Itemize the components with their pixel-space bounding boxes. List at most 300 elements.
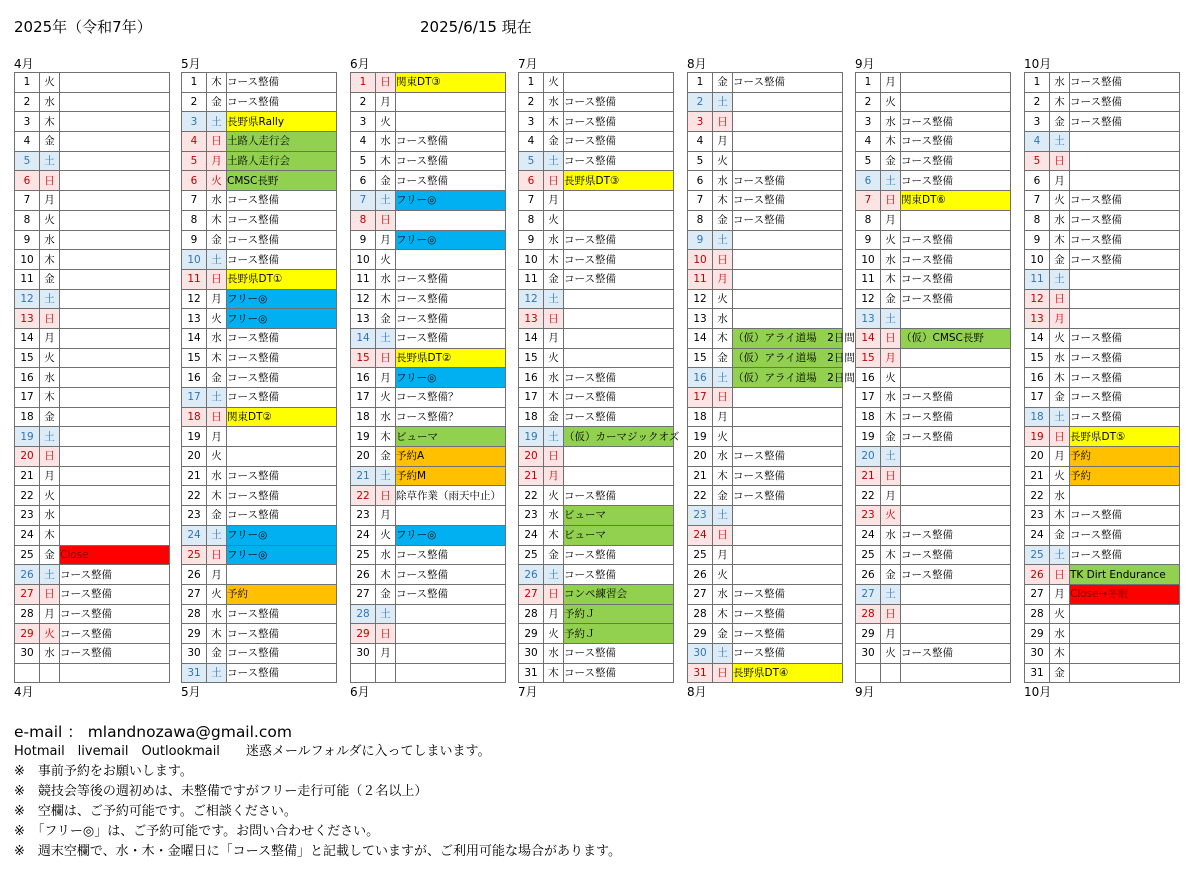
- weekday: 日: [881, 604, 901, 624]
- event-cell[interactable]: 予約: [227, 584, 337, 604]
- day-row: [519, 171, 674, 191]
- event-cell[interactable]: コース整備: [227, 643, 337, 663]
- event-cell[interactable]: [901, 604, 1011, 624]
- event-cell[interactable]: [60, 73, 170, 93]
- event-cell[interactable]: [60, 191, 170, 211]
- event-cell[interactable]: 土路人走行会: [227, 132, 337, 152]
- day-row: [1025, 427, 1180, 447]
- event-cell[interactable]: CMSC長野: [227, 171, 337, 191]
- month-table: [350, 72, 506, 683]
- event-cell[interactable]: [733, 151, 843, 171]
- month-footer-label: 10月: [1024, 685, 1052, 700]
- day-row: [182, 210, 337, 230]
- event-cell[interactable]: [60, 151, 170, 171]
- event-cell[interactable]: [564, 309, 674, 329]
- event-cell[interactable]: [733, 309, 843, 329]
- event-cell[interactable]: [60, 328, 170, 348]
- weekday: 火: [881, 92, 901, 112]
- event-cell[interactable]: コース整備: [901, 545, 1011, 565]
- event-cell[interactable]: [1070, 663, 1180, 683]
- event-cell[interactable]: コース整備: [733, 624, 843, 644]
- event-cell[interactable]: [227, 427, 337, 447]
- event-cell[interactable]: コース整備: [396, 132, 506, 152]
- event-cell[interactable]: コース整備: [1070, 230, 1180, 250]
- event-cell[interactable]: コース整備: [564, 132, 674, 152]
- day-row: [351, 427, 506, 447]
- event-cell[interactable]: コース整備: [733, 584, 843, 604]
- event-cell[interactable]: [901, 466, 1011, 486]
- event-cell[interactable]: 予約A: [396, 447, 506, 467]
- event-cell[interactable]: コース整備: [733, 210, 843, 230]
- event-cell[interactable]: コース整備: [227, 368, 337, 388]
- event-cell[interactable]: [60, 407, 170, 427]
- event-cell[interactable]: コース整備: [1070, 368, 1180, 388]
- event-cell[interactable]: [733, 427, 843, 447]
- event-cell[interactable]: フリー◎: [396, 230, 506, 250]
- event-cell[interactable]: [733, 525, 843, 545]
- event-cell[interactable]: コース整備: [1070, 250, 1180, 270]
- event-cell[interactable]: [564, 348, 674, 368]
- event-cell[interactable]: [60, 289, 170, 309]
- day-row: [351, 191, 506, 211]
- event-cell[interactable]: [1070, 132, 1180, 152]
- event-cell[interactable]: コース整備: [564, 112, 674, 132]
- day-number: 18: [688, 407, 713, 427]
- event-cell[interactable]: コース整備: [564, 643, 674, 663]
- event-cell[interactable]: [733, 545, 843, 565]
- event-cell[interactable]: コース整備: [1070, 328, 1180, 348]
- event-cell[interactable]: コース整備: [1070, 210, 1180, 230]
- event-cell[interactable]: [901, 210, 1011, 230]
- day-number: 28: [182, 604, 207, 624]
- event-cell[interactable]: [1070, 624, 1180, 644]
- event-cell[interactable]: 予約M: [396, 466, 506, 486]
- event-cell[interactable]: [1070, 151, 1180, 171]
- event-cell[interactable]: コース整備: [1070, 348, 1180, 368]
- event-cell[interactable]: コース整備: [733, 171, 843, 191]
- event-cell[interactable]: [396, 210, 506, 230]
- event-cell[interactable]: コース整備: [733, 486, 843, 506]
- event-cell[interactable]: [901, 486, 1011, 506]
- month-table: [518, 72, 680, 683]
- weekday: 日: [1050, 565, 1070, 585]
- event-cell[interactable]: コース整備: [396, 328, 506, 348]
- event-cell[interactable]: コース整備: [901, 565, 1011, 585]
- event-cell[interactable]: 関東DT③: [396, 73, 506, 93]
- weekday: 日: [713, 112, 733, 132]
- event-cell[interactable]: 長野県DT①: [227, 269, 337, 289]
- event-cell[interactable]: [733, 112, 843, 132]
- event-cell[interactable]: 長野県DT③: [564, 171, 674, 191]
- event-cell[interactable]: [60, 230, 170, 250]
- weekday: 土: [376, 328, 396, 348]
- event-cell[interactable]: [733, 92, 843, 112]
- event-cell[interactable]: [901, 584, 1011, 604]
- event-cell[interactable]: [396, 92, 506, 112]
- event-cell[interactable]: 予約: [1070, 447, 1180, 467]
- event-cell[interactable]: [396, 663, 506, 683]
- event-cell[interactable]: [396, 112, 506, 132]
- event-cell[interactable]: [1070, 486, 1180, 506]
- event-cell[interactable]: コース整備: [227, 92, 337, 112]
- event-cell[interactable]: [564, 289, 674, 309]
- event-cell[interactable]: [1070, 171, 1180, 191]
- day-row: [1025, 545, 1180, 565]
- event-cell[interactable]: コース整備: [901, 525, 1011, 545]
- event-cell[interactable]: 長野県Rally: [227, 112, 337, 132]
- event-cell[interactable]: [1070, 309, 1180, 329]
- event-cell[interactable]: コース整備: [901, 289, 1011, 309]
- event-cell[interactable]: コース整備: [564, 250, 674, 270]
- event-cell[interactable]: [60, 269, 170, 289]
- event-cell[interactable]: [564, 466, 674, 486]
- event-cell[interactable]: [564, 447, 674, 467]
- day-number: 29: [182, 624, 207, 644]
- event-cell[interactable]: [60, 506, 170, 526]
- day-row: [351, 545, 506, 565]
- event-cell[interactable]: Close→冬眠: [1070, 584, 1180, 604]
- weekday: 水: [881, 388, 901, 408]
- weekday: 土: [376, 191, 396, 211]
- event-cell[interactable]: [227, 447, 337, 467]
- day-row: [15, 73, 170, 93]
- event-cell[interactable]: コース整備: [227, 73, 337, 93]
- event-cell[interactable]: コース整備: [396, 269, 506, 289]
- event-cell[interactable]: [901, 624, 1011, 644]
- event-cell[interactable]: コース整備: [564, 92, 674, 112]
- day-number: 24: [351, 525, 376, 545]
- event-cell[interactable]: フリー◎: [396, 191, 506, 211]
- day-row: [856, 191, 1011, 211]
- event-cell[interactable]: [60, 368, 170, 388]
- event-cell[interactable]: コース整備: [901, 151, 1011, 171]
- event-cell[interactable]: コース整備: [396, 584, 506, 604]
- event-cell[interactable]: [1070, 643, 1180, 663]
- event-cell[interactable]: （仮）アライ道場 2日間: [733, 348, 843, 368]
- day-number: 12: [15, 289, 40, 309]
- weekday: 月: [376, 368, 396, 388]
- event-cell[interactable]: （仮）カーマジックオズ: [564, 427, 674, 447]
- event-cell[interactable]: コース整備: [564, 486, 674, 506]
- weekday: 木: [881, 132, 901, 152]
- event-cell[interactable]: （仮）アライ道場 2日間: [733, 368, 843, 388]
- event-cell[interactable]: コース整備: [1070, 407, 1180, 427]
- event-cell[interactable]: Close: [60, 545, 170, 565]
- event-cell[interactable]: [60, 525, 170, 545]
- day-row: [856, 643, 1011, 663]
- day-number: 28: [688, 604, 713, 624]
- day-row: [856, 368, 1011, 388]
- event-cell[interactable]: コース整備: [564, 663, 674, 683]
- event-cell[interactable]: [901, 663, 1011, 683]
- event-cell[interactable]: コース整備: [227, 328, 337, 348]
- day-row: [519, 191, 674, 211]
- event-cell[interactable]: フリー◎: [227, 289, 337, 309]
- weekday: 土: [713, 368, 733, 388]
- event-cell[interactable]: コース整備: [1070, 525, 1180, 545]
- day-row: [182, 604, 337, 624]
- event-cell[interactable]: コース整備: [564, 565, 674, 585]
- day-row: [351, 663, 506, 683]
- event-cell[interactable]: [60, 309, 170, 329]
- event-cell[interactable]: コース整備: [901, 250, 1011, 270]
- event-cell[interactable]: コース整備: [227, 604, 337, 624]
- weekday: 土: [207, 388, 227, 408]
- event-cell[interactable]: [60, 132, 170, 152]
- event-cell[interactable]: [901, 348, 1011, 368]
- day-row: [15, 348, 170, 368]
- day-number: 1: [688, 73, 713, 93]
- day-number: 18: [856, 407, 881, 427]
- day-row: [688, 525, 843, 545]
- day-row: [182, 525, 337, 545]
- event-cell[interactable]: ビューマ: [564, 506, 674, 526]
- event-cell[interactable]: コース整備: [564, 230, 674, 250]
- event-cell[interactable]: [60, 447, 170, 467]
- day-row: [182, 250, 337, 270]
- event-cell[interactable]: コース整備: [1070, 388, 1180, 408]
- event-cell[interactable]: [901, 368, 1011, 388]
- event-cell[interactable]: 土路人走行会: [227, 151, 337, 171]
- day-row: [856, 210, 1011, 230]
- event-cell[interactable]: [733, 269, 843, 289]
- day-number: 12: [519, 289, 544, 309]
- day-row: [519, 348, 674, 368]
- event-cell[interactable]: コース整備: [227, 624, 337, 644]
- day-row: [856, 92, 1011, 112]
- event-cell[interactable]: コース整備: [901, 230, 1011, 250]
- day-row: [351, 565, 506, 585]
- event-cell[interactable]: コース整備: [1070, 191, 1180, 211]
- event-cell[interactable]: コース整備: [396, 545, 506, 565]
- event-cell[interactable]: コース整備: [564, 545, 674, 565]
- event-cell[interactable]: フリー◎: [227, 545, 337, 565]
- event-cell[interactable]: [60, 171, 170, 191]
- event-cell[interactable]: コース整備: [564, 368, 674, 388]
- event-cell[interactable]: コース整備: [227, 486, 337, 506]
- event-cell[interactable]: [396, 506, 506, 526]
- day-number: 16: [15, 368, 40, 388]
- event-cell[interactable]: コース整備: [60, 624, 170, 644]
- event-cell[interactable]: コース整備: [396, 289, 506, 309]
- day-number: 14: [856, 328, 881, 348]
- day-row: [856, 151, 1011, 171]
- event-cell[interactable]: コース整備？: [396, 388, 506, 408]
- event-cell[interactable]: コース整備: [396, 151, 506, 171]
- event-cell[interactable]: コース整備: [733, 447, 843, 467]
- event-cell[interactable]: [901, 506, 1011, 526]
- event-cell[interactable]: [564, 210, 674, 230]
- event-cell[interactable]: [60, 388, 170, 408]
- event-cell[interactable]: フリー◎: [396, 525, 506, 545]
- event-cell[interactable]: [733, 407, 843, 427]
- event-cell[interactable]: [733, 388, 843, 408]
- event-cell[interactable]: [60, 466, 170, 486]
- event-cell[interactable]: 予約Ｊ: [564, 624, 674, 644]
- event-cell[interactable]: コース整備: [901, 643, 1011, 663]
- event-cell[interactable]: [901, 73, 1011, 93]
- day-number: 2: [15, 92, 40, 112]
- event-cell[interactable]: （仮）CMSC長野: [901, 328, 1011, 348]
- event-cell[interactable]: [60, 486, 170, 506]
- day-row: [15, 250, 170, 270]
- event-cell[interactable]: TK Dirt Endurance: [1070, 565, 1180, 585]
- event-cell[interactable]: コース整備: [1070, 545, 1180, 565]
- event-cell[interactable]: コース整備: [564, 388, 674, 408]
- event-cell[interactable]: 長野県DT④: [733, 663, 843, 683]
- weekday: 金: [713, 73, 733, 93]
- event-cell[interactable]: 除草作業（雨天中止）: [396, 486, 506, 506]
- event-cell[interactable]: 関東DT②: [227, 407, 337, 427]
- event-cell[interactable]: （仮）アライ道場 2日間: [733, 328, 843, 348]
- event-cell[interactable]: [733, 289, 843, 309]
- event-cell[interactable]: コース整備: [60, 584, 170, 604]
- day-row: [351, 289, 506, 309]
- event-cell[interactable]: [60, 112, 170, 132]
- event-cell[interactable]: コース整備: [901, 132, 1011, 152]
- day-number: 13: [688, 309, 713, 329]
- event-cell[interactable]: ビューマ: [396, 427, 506, 447]
- day-row: [688, 250, 843, 270]
- event-cell[interactable]: コース整備: [733, 191, 843, 211]
- weekday: 月: [1050, 171, 1070, 191]
- event-cell[interactable]: 予約: [1070, 466, 1180, 486]
- day-number: 7: [182, 191, 207, 211]
- weekday: 水: [376, 407, 396, 427]
- event-cell[interactable]: コース整備: [1070, 92, 1180, 112]
- event-cell[interactable]: 長野県DT⑤: [1070, 427, 1180, 447]
- event-cell[interactable]: [60, 663, 170, 683]
- event-cell[interactable]: [564, 73, 674, 93]
- event-cell[interactable]: コース整備: [60, 565, 170, 585]
- event-cell[interactable]: コース整備: [901, 171, 1011, 191]
- event-cell[interactable]: フリー◎: [227, 309, 337, 329]
- event-cell[interactable]: コース整備: [227, 663, 337, 683]
- note-line: ※ 週末空欄で、水・木・金曜日に「コース整備」と記載していますが、ご利用可能な場合があります。: [14, 844, 621, 859]
- weekday: 土: [544, 427, 564, 447]
- event-cell[interactable]: [396, 643, 506, 663]
- weekday: 金: [207, 230, 227, 250]
- event-cell[interactable]: コース整備: [1070, 73, 1180, 93]
- day-row: [1025, 663, 1180, 683]
- month-label: 8月: [687, 57, 707, 71]
- event-cell[interactable]: コース整備: [60, 643, 170, 663]
- event-cell[interactable]: [901, 309, 1011, 329]
- weekday: 月: [881, 210, 901, 230]
- event-cell[interactable]: コース整備: [227, 506, 337, 526]
- event-cell[interactable]: [1070, 289, 1180, 309]
- event-cell[interactable]: [60, 210, 170, 230]
- event-cell[interactable]: コース整備: [733, 604, 843, 624]
- event-cell[interactable]: [901, 447, 1011, 467]
- day-number: 3: [519, 112, 544, 132]
- day-number: 27: [856, 584, 881, 604]
- event-cell[interactable]: コース整備: [227, 388, 337, 408]
- event-cell[interactable]: [1070, 269, 1180, 289]
- event-cell[interactable]: コース整備: [396, 171, 506, 191]
- event-cell[interactable]: [564, 191, 674, 211]
- event-cell[interactable]: コース整備: [396, 565, 506, 585]
- event-cell[interactable]: コース整備: [901, 388, 1011, 408]
- weekday: 日: [40, 171, 60, 191]
- day-row: [856, 525, 1011, 545]
- day-number: 15: [519, 348, 544, 368]
- event-cell[interactable]: [901, 92, 1011, 112]
- day-number: 31: [1025, 663, 1050, 683]
- event-cell[interactable]: 関東DT⑥: [901, 191, 1011, 211]
- event-cell[interactable]: コース整備: [901, 427, 1011, 447]
- weekday: 木: [376, 151, 396, 171]
- event-cell[interactable]: [733, 132, 843, 152]
- event-cell[interactable]: コース整備: [564, 407, 674, 427]
- event-cell[interactable]: コース整備: [901, 269, 1011, 289]
- event-cell[interactable]: [60, 348, 170, 368]
- event-cell[interactable]: コース整備: [733, 73, 843, 93]
- event-cell[interactable]: コース整備: [60, 604, 170, 624]
- event-cell[interactable]: [733, 250, 843, 270]
- event-cell[interactable]: [396, 604, 506, 624]
- event-cell[interactable]: コース整備: [564, 151, 674, 171]
- event-cell[interactable]: コース整備: [733, 643, 843, 663]
- event-cell[interactable]: コース整備: [396, 309, 506, 329]
- event-cell[interactable]: コース整備: [733, 466, 843, 486]
- event-cell[interactable]: [733, 506, 843, 526]
- day-number: 29: [519, 624, 544, 644]
- event-cell[interactable]: [564, 328, 674, 348]
- weekday: 金: [881, 427, 901, 447]
- event-cell[interactable]: フリー◎: [227, 525, 337, 545]
- event-cell[interactable]: コース整備: [1070, 506, 1180, 526]
- event-cell[interactable]: コース整備: [227, 230, 337, 250]
- weekday: 水: [881, 525, 901, 545]
- day-number: 31: [519, 663, 544, 683]
- event-cell[interactable]: コース整備: [901, 112, 1011, 132]
- event-cell[interactable]: コース整備: [564, 269, 674, 289]
- event-cell[interactable]: [60, 92, 170, 112]
- day-number: 18: [1025, 407, 1050, 427]
- event-cell[interactable]: フリー◎: [396, 368, 506, 388]
- event-cell[interactable]: コース整備: [227, 210, 337, 230]
- event-cell[interactable]: [733, 565, 843, 585]
- event-cell[interactable]: 長野県DT②: [396, 348, 506, 368]
- weekday: 月: [881, 624, 901, 644]
- event-cell[interactable]: コンペ練習会: [564, 584, 674, 604]
- event-cell[interactable]: [733, 230, 843, 250]
- event-cell[interactable]: コース整備: [227, 250, 337, 270]
- event-cell[interactable]: [60, 250, 170, 270]
- event-cell[interactable]: 予約Ｊ: [564, 604, 674, 624]
- day-row: [856, 407, 1011, 427]
- event-cell[interactable]: [396, 250, 506, 270]
- event-cell[interactable]: ビューマ: [564, 525, 674, 545]
- day-row: [351, 447, 506, 467]
- day-row: [519, 604, 674, 624]
- event-cell[interactable]: コース整備: [227, 191, 337, 211]
- event-cell[interactable]: コース整備？: [396, 407, 506, 427]
- event-cell[interactable]: コース整備: [1070, 112, 1180, 132]
- event-cell[interactable]: コース整備: [227, 348, 337, 368]
- day-number: 13: [856, 309, 881, 329]
- event-cell[interactable]: コース整備: [227, 466, 337, 486]
- event-cell[interactable]: [227, 565, 337, 585]
- day-row: [688, 565, 843, 585]
- event-cell[interactable]: コース整備: [901, 407, 1011, 427]
- event-cell[interactable]: [60, 427, 170, 447]
- event-cell[interactable]: [1070, 604, 1180, 624]
- event-cell[interactable]: [396, 624, 506, 644]
- month-column: [1024, 56, 1180, 700]
- day-number: 13: [15, 309, 40, 329]
